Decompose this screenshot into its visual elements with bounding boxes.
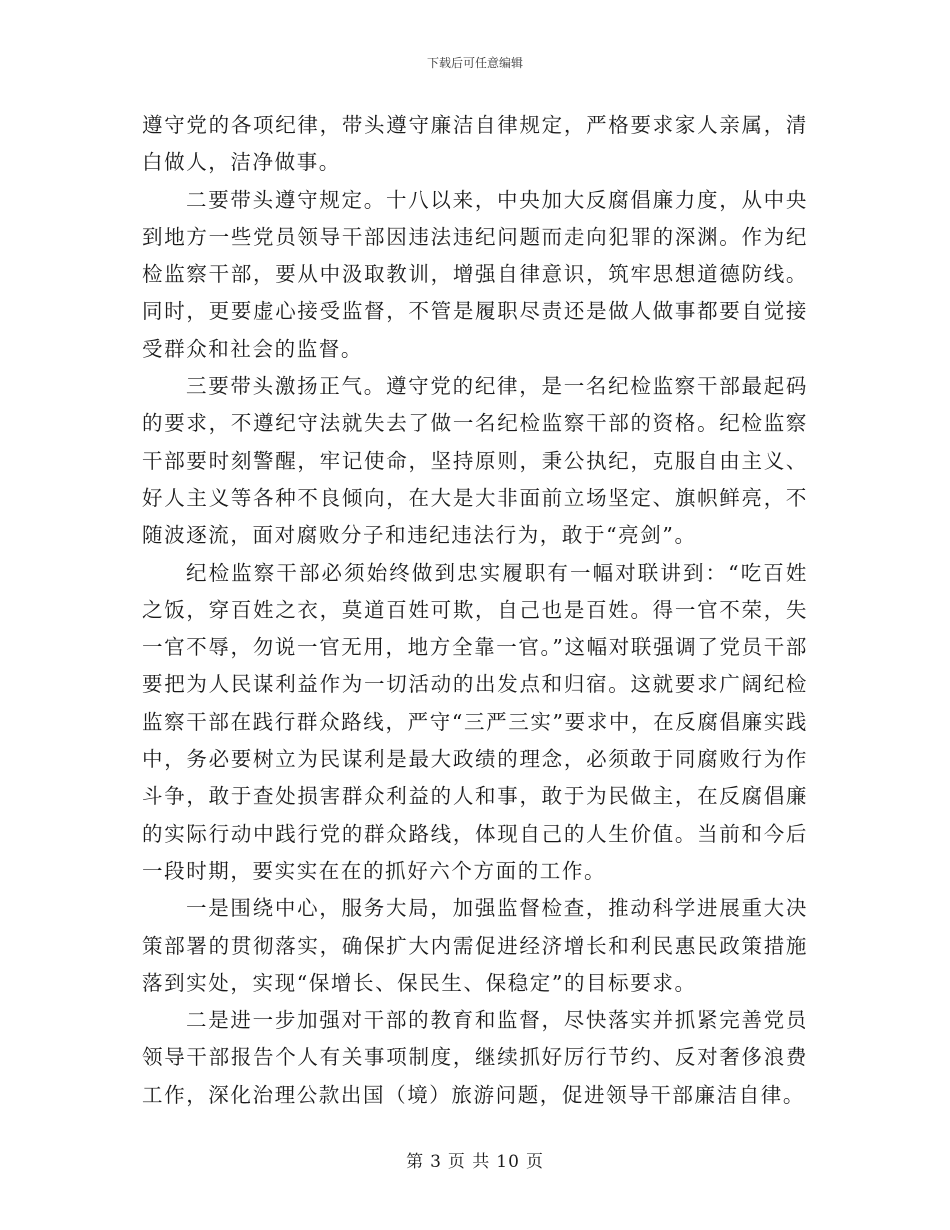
paragraph: 一是围绕中心，服务大局，加强监督检查，推动科学进展重大决策部署的贯彻落实，确保扩大内需促进经济增长和利民惠民政策措施落到实处，实现“保增长、保民生、保稳定”的目标要求。 bbox=[142, 896, 808, 995]
footer-prefix: 第 bbox=[406, 1152, 425, 1172]
page-header-note: 下载后可任意编辑 bbox=[426, 56, 523, 70]
document-body bbox=[142, 107, 808, 1114]
footer-middle: 页 共 bbox=[447, 1152, 491, 1172]
footer-suffix: 页 bbox=[525, 1152, 544, 1172]
paragraph: 纪检监察干部必须始终做到忠实履职有一幅对联讲到：“吃百姓之饭，穿百姓之衣，莫道百姓可欺，自己也是百姓。得一官不荣，失一官不辱，勿说一官无用，地方全靠一官。”这幅对联强调了党员干部要把为人民谋利益作为一切活动的出发点和归宿。这就要求广阔纪检监察干部在践行群众路线，严守“三严三实”要求中，在反腐倡廉实践中，务必要树立为民谋利是最大政绩的理念，必须敢于同腐败行为作斗争，敢于查处损害群众利益的人和事，敢于为民做主，在反腐倡廉的实际行动中践行党的群众路线，体现自己的人生价值。当前和今后一段时期，要实实在在的抓好六个方面的工作。 bbox=[142, 560, 808, 883]
total-page-count: 10 bbox=[496, 1152, 520, 1172]
page-number-footer bbox=[0, 1152, 950, 1172]
current-page-number: 3 bbox=[430, 1152, 442, 1172]
paragraph: 遵守党的各项纪律，带头遵守廉洁自律规定，严格要求家人亲属，清白做人，洁净做事。 bbox=[142, 113, 808, 175]
paragraph: 二要带头遵守规定。十八以来，中央加大反腐倡廉力度，从中央到地方一些党员领导干部因违法违纪问题而走向犯罪的深渊。作为纪检监察干部，要从中汲取教训，增强自律意识，筑牢思想道德防线。同时，更要虚心接受监督，不管是履职尽责还是做人做事都要自觉接受群众和社会的监督。 bbox=[142, 187, 808, 361]
paragraph: 三要带头激扬正气。遵守党的纪律，是一名纪检监察干部最起码的要求，不遵纪守法就失去了做一名纪检监察干部的资格。纪检监察干部要时刻警醒，牢记使命，坚持原则，秉公执纪，克服自由主义、好人主义等各种不良倾向，在大是大非面前立场坚定、旗帜鲜亮，不随波逐流，面对腐败分子和违纪违法行为，敢于“亮剑”。 bbox=[142, 374, 808, 548]
paragraph: 二是进一步加强对干部的教育和监督，尽快落实并抓紧完善党员领导干部报告个人有关事项制度，继续抓好厉行节约、反对奢侈浪费工作，深化治理公款出国（境）旅游问题，促进领导干部廉洁自律。 bbox=[142, 1008, 808, 1107]
